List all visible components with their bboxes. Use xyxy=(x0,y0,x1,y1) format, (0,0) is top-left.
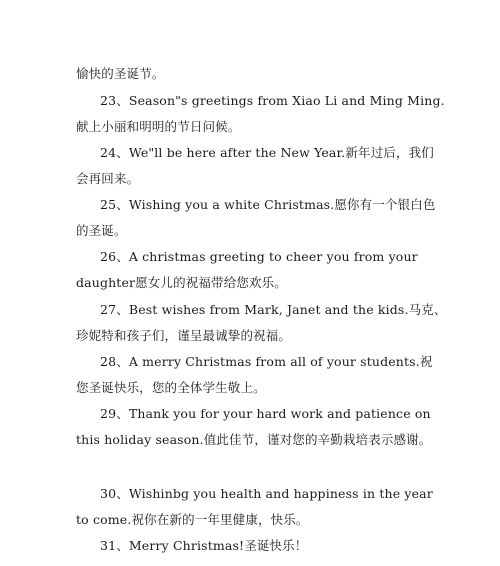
text-line-14: 29、Thank you for your hard work and patience on xyxy=(100,406,431,421)
text-line-2: 23、Season"s greetings from Xiao Li and Ming Ming. xyxy=(100,93,445,108)
text-line-9: daughter愿女儿的祝福带给您欢乐。 xyxy=(76,275,287,290)
text-line-8: 26、A christmas greeting to cheer you from your xyxy=(100,249,418,264)
text-line-10: 27、Best wishes from Mark, Janet and the kids.马克、 xyxy=(100,302,447,317)
text-line-3: 献上小丽和明明的节日问候。 xyxy=(76,119,241,134)
text-line-18: 31、Merry Christmas!圣诞快乐！ xyxy=(100,538,308,553)
text-line-5: 会再回来。 xyxy=(76,171,140,186)
text-line-17: to come.祝你在新的一年里健康，快乐。 xyxy=(76,512,309,527)
text-line-4: 24、We"ll be here after the New Year.新年过后，我们 xyxy=(100,145,434,160)
text-line-15: this holiday season.值此佳节，谨对您的辛勤栽培表示感谢。 xyxy=(76,432,432,447)
text-line-1: 愉快的圣诞节。 xyxy=(76,66,165,81)
text-line-16: 30、Wishinbg you health and happiness in the year xyxy=(100,486,433,501)
text-line-12: 28、A merry Christmas from all of your students.祝 xyxy=(100,354,433,369)
text-line-13: 您圣诞快乐，您的全体学生敬上。 xyxy=(76,380,266,395)
text-line-11: 珍妮特和孩子们，谨呈最诚挚的祝福。 xyxy=(76,328,292,343)
text-line-6: 25、Wishing you a white Christmas.愿你有一个银白色 xyxy=(100,197,436,212)
text-line-7: 的圣诞。 xyxy=(76,223,127,238)
